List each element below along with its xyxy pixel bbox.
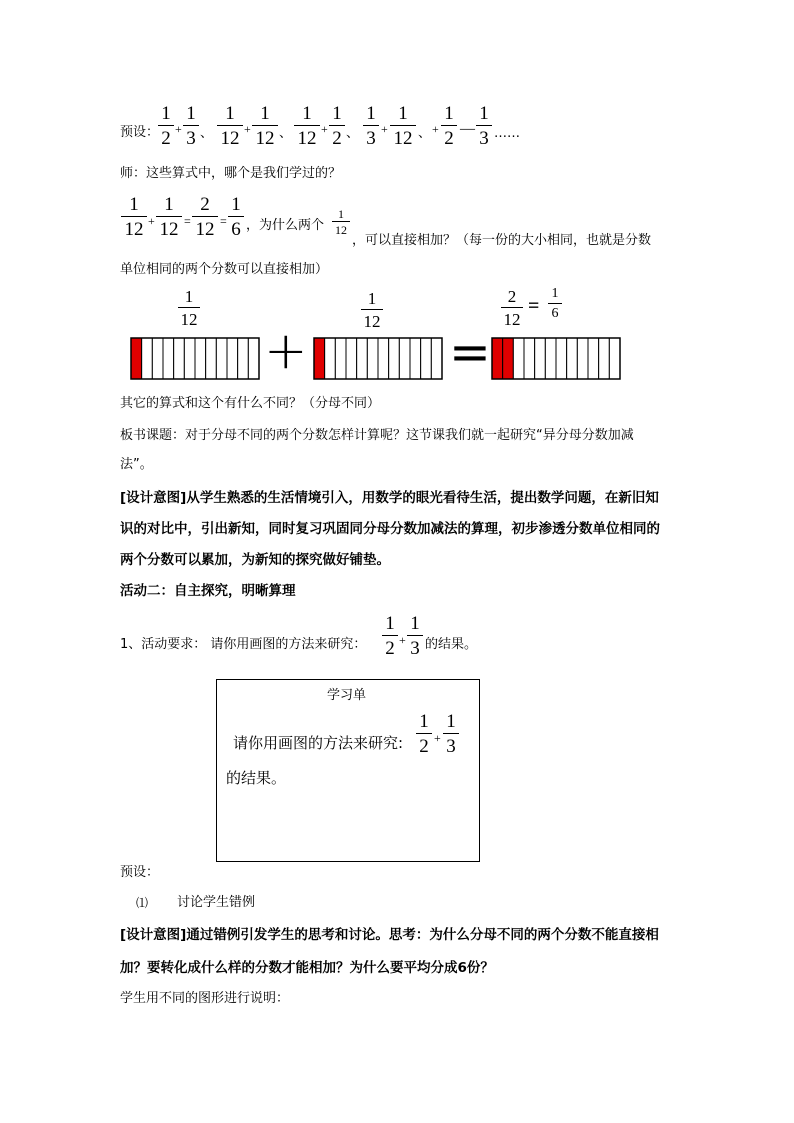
filled-cell <box>131 338 142 379</box>
empty-cell <box>421 338 432 379</box>
empty-cell <box>389 338 400 379</box>
filled-cell <box>503 338 514 379</box>
preset-label-2: 预设： <box>120 865 160 880</box>
fraction: 1 3 <box>476 104 492 148</box>
empty-cell <box>524 338 535 379</box>
equals-sign: = <box>220 214 227 228</box>
explanation-text: ，可以直接相加？（每一份的大小相同，也就是分数 <box>352 233 652 248</box>
item-number: ⑴ <box>136 896 149 910</box>
fraction: 1 2 <box>416 712 432 756</box>
fraction-bar-3 <box>491 337 621 380</box>
plus-sign: + <box>432 122 439 136</box>
design-intent-line: [设计意图]通过错例引发学生的思考和讨论。思考：为什么分母不同的两个分数不能直接相 <box>120 927 659 943</box>
separator: 、 <box>346 126 360 141</box>
empty-cell <box>248 338 259 379</box>
empty-cell <box>174 338 185 379</box>
empty-cell <box>206 338 217 379</box>
diagram-label-fraction: 1 6 <box>548 287 562 321</box>
fraction: 1 2 <box>382 614 398 658</box>
empty-cell <box>545 338 556 379</box>
fraction: 1 6 <box>228 195 244 239</box>
small-fraction: 1 12 <box>332 208 350 236</box>
empty-cell <box>325 338 336 379</box>
plus-sign: + <box>434 731 441 745</box>
empty-cell <box>195 338 206 379</box>
empty-cell <box>142 338 153 379</box>
fraction: 1 12 <box>121 195 147 239</box>
fraction-bar-2 <box>313 337 443 380</box>
fraction: 1 2 <box>441 104 457 148</box>
empty-cell <box>535 338 546 379</box>
empty-cell <box>556 338 567 379</box>
ellipsis: …… <box>494 126 520 141</box>
design-intent-line: 识的对比中，引出新知，同时复习巩固同分母分数加减法的算理，初步渗透分数单位相同的 <box>120 521 660 537</box>
last-line: 学生用不同的图形进行说明： <box>120 991 290 1006</box>
fraction: 1 3 <box>407 614 423 658</box>
activity-requirement: 1、活动要求： 请你用画图的方法来研究： <box>120 637 367 652</box>
study-sheet-text: 请你用画图的方法来研究: <box>233 734 404 752</box>
diagram-label-fraction: 1 12 <box>361 290 383 330</box>
empty-cell <box>599 338 610 379</box>
fraction: 1 12 <box>294 104 320 148</box>
design-intent-line: 两个分数可以累加，为新知的探究做好铺垫。 <box>120 552 390 568</box>
empty-cell <box>357 338 368 379</box>
diagram-plus: + <box>264 321 308 381</box>
diagram-small-equals: = <box>528 295 540 317</box>
plus-sign: + <box>244 122 251 136</box>
empty-cell <box>367 338 378 379</box>
fraction: 1 12 <box>217 104 243 148</box>
plus-sign: + <box>321 122 328 136</box>
filled-cell <box>314 338 325 379</box>
separator: 、 <box>279 126 293 141</box>
plus-sign: + <box>399 633 406 647</box>
minus-sign: — <box>460 121 475 137</box>
requirement-end: 的结果。 <box>425 637 478 652</box>
separator: 、 <box>200 126 214 141</box>
fraction: 1 12 <box>390 104 416 148</box>
fraction: 1 3 <box>363 104 379 148</box>
question-text: ，为什么两个 <box>246 218 325 233</box>
plus-sign: + <box>148 214 155 228</box>
study-sheet-title: 学习单 <box>327 688 367 703</box>
fraction: 1 12 <box>156 195 182 239</box>
empty-cell <box>163 338 174 379</box>
fraction: 1 12 <box>252 104 278 148</box>
explanation-text-cont: 单位相同的两个分数可以直接相加） <box>120 262 329 277</box>
empty-cell <box>513 338 524 379</box>
design-intent-line: 加？要转化成什么样的分数才能相加？为什么要平均分成6份？ <box>120 960 494 976</box>
empty-cell <box>378 338 389 379</box>
diagram-label-fraction: 1 12 <box>178 288 200 328</box>
fraction: 1 3 <box>183 104 199 148</box>
fraction: 2 12 <box>192 195 218 239</box>
paragraph-other: 其它的算式和这个有什么不同？（分母不同） <box>120 396 381 411</box>
plus-sign: + <box>381 122 388 136</box>
empty-cell <box>609 338 620 379</box>
equals-sign: = <box>184 214 191 228</box>
paragraph-board-2: 法”。 <box>120 457 153 472</box>
teacher-question: 师：这些算式中，哪个是我们学过的？ <box>120 166 342 181</box>
empty-cell <box>216 338 227 379</box>
empty-cell <box>431 338 442 379</box>
empty-cell <box>335 338 346 379</box>
empty-cell <box>577 338 588 379</box>
fraction: 1 2 <box>329 104 345 148</box>
empty-cell <box>410 338 421 379</box>
fraction: 1 2 <box>158 104 174 148</box>
fraction-bar-1 <box>130 337 260 380</box>
fraction: 1 3 <box>443 712 459 756</box>
preset-label: 预设： <box>120 125 160 140</box>
paragraph-board-1: 板书课题：对于分母不同的两个分数怎样计算呢？这节课我们就一起研究“异分母分数加减 <box>120 428 634 443</box>
empty-cell <box>238 338 249 379</box>
filled-cell <box>492 338 503 379</box>
empty-cell <box>152 338 163 379</box>
activity-heading: 活动二：自主探究，明晰算理 <box>120 583 296 599</box>
item-text: 讨论学生错例 <box>177 895 256 910</box>
diagram-label-fraction: 2 12 <box>501 288 523 328</box>
empty-cell <box>346 338 357 379</box>
plus-sign: + <box>175 122 182 136</box>
diagram-equals: = <box>449 323 491 381</box>
separator: 、 <box>418 126 432 141</box>
study-sheet-end: 的结果。 <box>226 769 287 787</box>
empty-cell <box>227 338 238 379</box>
empty-cell <box>567 338 578 379</box>
empty-cell <box>184 338 195 379</box>
empty-cell <box>588 338 599 379</box>
empty-cell <box>399 338 410 379</box>
design-intent-line: [设计意图]从学生熟悉的生活情境引入，用数学的眼光看待生活，提出数学问题，在新旧知 <box>120 490 659 506</box>
